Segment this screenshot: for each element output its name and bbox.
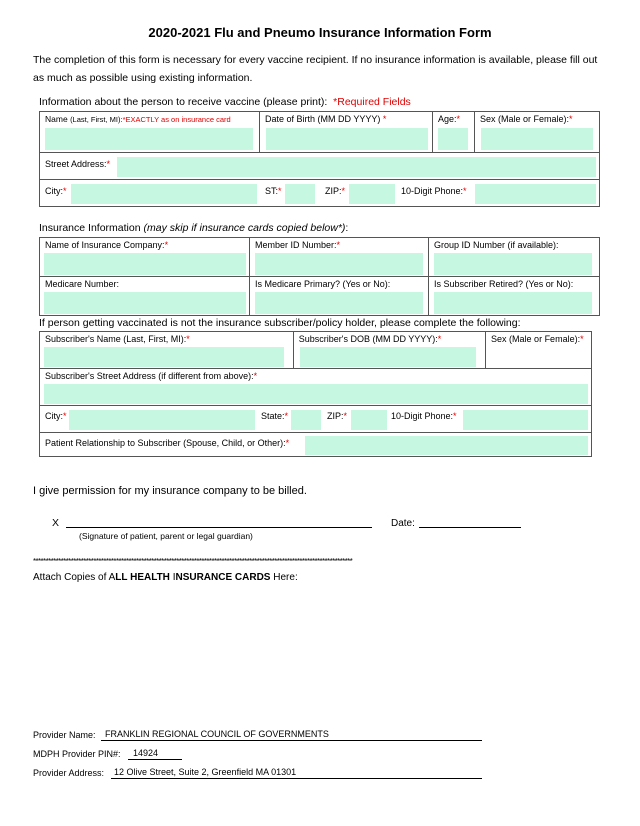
intro-text: The completion of this form is necessary for every vaccine recipient. If no insurance information is available, please fill out as much as possible using existing information.	[33, 54, 598, 84]
subscriber-name-input[interactable]	[43, 346, 285, 368]
relationship-input[interactable]	[304, 435, 589, 456]
subscriber-zip-input[interactable]	[350, 409, 388, 431]
name-cell: Name (Last, First, MI):*EXACTLY as on insurance card	[40, 112, 260, 153]
permission-statement: I give permission for my insurance company to be billed.	[33, 485, 307, 497]
sub-name-cell: Subscriber's Name (Last, First, MI):*	[40, 332, 294, 369]
dob-cell: Date of Birth (MM DD YYYY) *	[260, 112, 433, 153]
primary-cell: Is Medicare Primary? (Yes or No):	[250, 277, 429, 316]
company-cell: Name of Insurance Company:*	[40, 238, 250, 277]
member-cell: Member ID Number:*	[250, 238, 429, 277]
group-id-input[interactable]	[433, 252, 593, 276]
retired-cell: Is Subscriber Retired? (Yes or No):	[429, 277, 600, 316]
date-label: Date:	[391, 518, 415, 529]
recipient-info-table	[39, 111, 600, 207]
name-input[interactable]	[44, 127, 254, 151]
group-cell: Group ID Number (if available):	[429, 238, 600, 277]
subscriber-phone-input[interactable]	[462, 409, 589, 431]
age-input[interactable]	[437, 127, 469, 151]
provider-pin-label: MDPH Provider PIN#:	[33, 749, 121, 759]
dob-input[interactable]	[265, 127, 429, 151]
medicare-cell: Medicare Number:	[40, 277, 250, 316]
provider-pin-value: 14924	[133, 748, 159, 758]
sub-dob-cell: Subscriber's DOB (MM DD YYYY):*	[293, 332, 485, 369]
street-cell: Street Address:*	[40, 153, 600, 180]
asterisk-divider: *******************************************************************************************************************************	[33, 557, 353, 566]
city-input[interactable]	[70, 183, 258, 205]
sub-city-row: City:* State:* ZIP:* 10-Digit Phone:*	[40, 406, 592, 433]
section2-heading: Insurance Information (may skip if insurance cards copied below*):	[39, 222, 349, 234]
subscriber-street-input[interactable]	[43, 383, 589, 405]
provider-address-line	[111, 778, 482, 779]
medicare-primary-input[interactable]	[254, 291, 424, 315]
signature-line[interactable]	[66, 527, 372, 528]
form-title: 2020-2021 Flu and Pneumo Insurance Information Form	[148, 25, 492, 40]
signature-caption: (Signature of patient, parent or legal guardian)	[79, 531, 253, 541]
sex-cell: Sex (Male or Female):*	[475, 112, 600, 153]
insurance-company-input[interactable]	[43, 252, 247, 276]
signature-x: X	[52, 517, 60, 529]
insurance-info-table	[39, 237, 600, 316]
subscriber-info-table	[39, 331, 592, 457]
medicare-number-input[interactable]	[43, 291, 247, 315]
city-row: City:* ST:* ZIP:* 10-Digit Phone:*	[40, 180, 600, 207]
date-line[interactable]	[419, 527, 521, 528]
subscriber-dob-input[interactable]	[299, 346, 477, 368]
attach-cards-heading: Attach Copies of ALL HEALTH INSURANCE CARDS Here:	[33, 572, 298, 583]
zip-input[interactable]	[348, 183, 396, 205]
subscriber-city-input[interactable]	[68, 409, 256, 431]
sub-street-cell: Subscriber's Street Address (if different from above):*	[40, 369, 592, 406]
provider-name-row: Provider Name:	[33, 730, 96, 740]
relationship-cell: Patient Relationship to Subscriber (Spouse, Child, or Other):*	[40, 433, 592, 457]
subscriber-state-input[interactable]	[290, 409, 322, 431]
member-id-input[interactable]	[254, 252, 424, 276]
provider-address-label: Provider Address:	[33, 768, 105, 778]
phone-input[interactable]	[474, 183, 597, 205]
sex-input[interactable]	[480, 127, 594, 151]
subscriber-retired-input[interactable]	[433, 291, 593, 315]
provider-address-value: 12 Olive Street, Suite 2, Greenfield MA 01301	[114, 767, 297, 777]
sub-sex-cell: Sex (Male or Female):*	[486, 332, 592, 369]
age-cell: Age:*	[433, 112, 475, 153]
provider-pin-line	[128, 759, 182, 760]
required-fields-note: *Required Fields	[333, 96, 411, 108]
state-input[interactable]	[284, 183, 316, 205]
provider-name-value: FRANKLIN REGIONAL COUNCIL OF GOVERNMENTS	[105, 729, 329, 739]
street-input[interactable]	[116, 156, 597, 178]
section1-heading: Information about the person to receive vaccine (please print): *Required Fields	[39, 96, 411, 108]
section3-heading: If person getting vaccinated is not the insurance subscriber/policy holder, please complete the following:	[39, 317, 521, 329]
provider-name-line	[101, 740, 482, 741]
